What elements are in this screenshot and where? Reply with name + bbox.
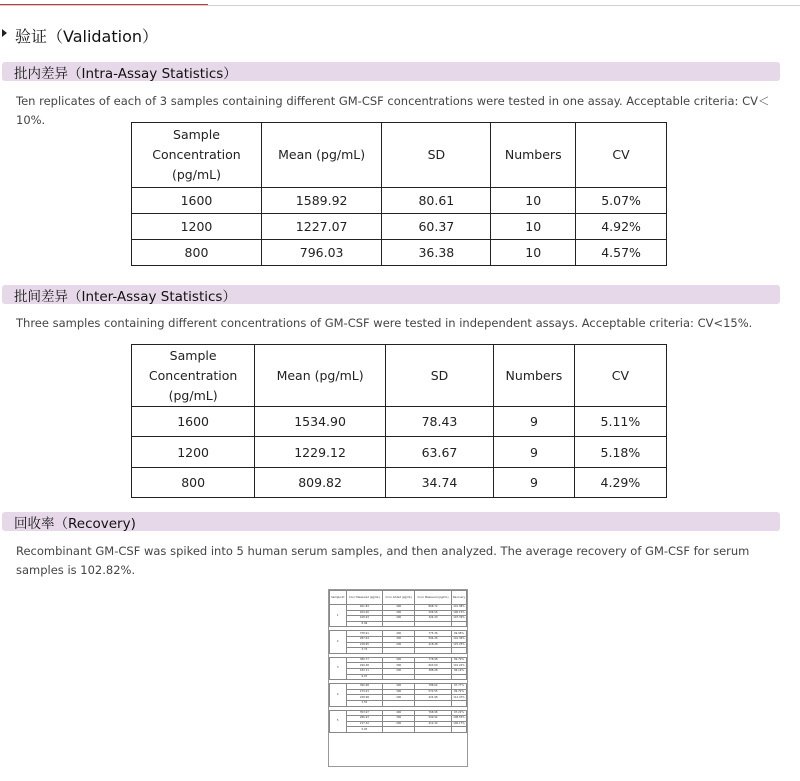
table-cell: 400 (383, 684, 415, 690)
table-cell: 594.26 (415, 636, 452, 642)
bullet-triangle-icon (2, 29, 7, 37)
table-cell: 9.07 (346, 674, 383, 680)
table-cell: 388.28 (415, 668, 452, 674)
col-header-mean: Mean (pg/mL) (255, 345, 386, 407)
table-cell: 603.60 (415, 663, 452, 669)
intra-assay-table (131, 122, 667, 266)
recovery-table (329, 590, 467, 733)
table-cell: 217.32 (346, 721, 383, 727)
recovery-table-image (328, 589, 468, 767)
intra-assay-title: 批内差异（Intra-Assay Statistics） (14, 65, 237, 82)
table-cell: 101.36% (453, 637, 465, 641)
table-cell: 10 (491, 214, 576, 240)
col-header-conc-added: Conc Added (pg/mL) (383, 591, 415, 605)
table-cell: 400 (383, 657, 415, 663)
table-cell: 300 (383, 636, 415, 642)
col-header-concentration: Sample Concentration (pg/mL) (132, 345, 255, 407)
table-cell: 1600 (132, 188, 262, 214)
table-cell: 400 (383, 710, 415, 716)
table-cell (383, 727, 415, 733)
sample-id-cell: 4 (330, 684, 347, 706)
table-cell: 796.03 (261, 240, 381, 266)
table-header-row (132, 123, 667, 188)
sample-id-cell: 1 (330, 605, 347, 627)
table-cell: 800 (132, 240, 262, 266)
top-divider (0, 5, 800, 6)
table-cell: 775.36 (415, 631, 452, 637)
col-header-sd: SD (385, 345, 493, 407)
table-cell: 353.97 (346, 710, 383, 716)
col-header-numbers: Numbers (491, 123, 576, 188)
table-cell: 788.64 (415, 684, 452, 690)
table-cell: 287.64 (346, 636, 383, 642)
table-cell: 400 (383, 605, 415, 611)
table-cell: 572.55 (415, 689, 452, 695)
table-cell: 778.98 (415, 657, 452, 663)
table-cell: 60.37 (382, 214, 491, 240)
sample-id-cell: 3 (330, 657, 347, 679)
table-cell: 183.11 (346, 668, 383, 674)
table-cell: 5.07% (576, 188, 667, 214)
intra-assay-description: Ten replicates of each of 3 samples containing different GM-CSF concentrations were tested in one assay. Acceptable criteria: CV＜10%. (16, 94, 770, 127)
table-cell: 808.72 (415, 605, 452, 611)
col-header-concentration: Sample Concentration (pg/mL) (132, 123, 262, 188)
recovery-title: 回收率（Recovery) (14, 515, 136, 532)
sample-id-cell: 2 (330, 631, 347, 653)
table-cell: 97.22% (451, 710, 466, 716)
inter-assay-title: 批间差异（Inter-Assay Statistics） (14, 288, 236, 305)
table-row (132, 468, 667, 498)
table-cell: 9 (494, 407, 575, 437)
table-cell: 100.15% (453, 610, 465, 614)
table-cell: 5.05 (346, 727, 383, 733)
table-cell: 63.67 (385, 437, 493, 468)
table-cell: 418.48 (415, 642, 452, 648)
table-cell: 99.72% (451, 689, 466, 695)
table-cell: 228.98 (346, 695, 383, 701)
inter-assay-table (131, 344, 667, 498)
col-header-conc-measured: Conc Measured (pg/mL) (346, 591, 383, 605)
table-cell: 107.39% (453, 616, 465, 620)
table-cell: 800 (132, 468, 255, 498)
table-cell: 97.77% (451, 684, 466, 690)
table-cell: 1589.92 (261, 188, 381, 214)
table-cell: 4.57% (576, 240, 667, 266)
table-cell: 380.77 (346, 657, 383, 663)
table-cell: 378.91 (346, 631, 383, 637)
table-cell: 300 (383, 663, 415, 669)
inter-assay-section-bar (2, 285, 780, 304)
table-cell: 99.79% (451, 657, 466, 663)
intra-assay-section-bar (2, 62, 780, 81)
table-cell: 599.94 (415, 716, 452, 722)
table-cell (415, 727, 452, 733)
col-header-numbers: Numbers (494, 345, 575, 407)
table-cell: 101.98% (453, 605, 465, 609)
table-cell: 286.93 (346, 716, 383, 722)
table-cell: 3.74 (346, 648, 383, 654)
table-cell: 299.48 (346, 663, 383, 669)
table-cell: 218.95 (346, 642, 383, 648)
col-header-conc-measured-spiked: Conc Measured (pg/mL) (415, 591, 452, 605)
table-cell: 34.74 (385, 468, 493, 498)
table-row (132, 437, 667, 468)
table-cell: 401.83 (346, 605, 383, 611)
recovery-description: Recombinant GM-CSF was spiked into 5 human serum samples, and then analyzed. The average recovery of GM-CSF for serum samples is 102.82%. (16, 544, 750, 577)
table-cell: 5.11% (574, 407, 666, 437)
table-cell: 200 (383, 695, 415, 701)
recovery-section-bar (2, 512, 780, 531)
col-header-sd: SD (382, 123, 491, 188)
col-header-sample-id: Sample ID (330, 591, 347, 605)
table-cell: 200 (383, 721, 415, 727)
table-cell: 300 (383, 610, 415, 616)
table-cell: 1200 (132, 437, 255, 468)
col-header-cv: CV (576, 123, 667, 188)
table-cell: 5.18% (574, 437, 666, 468)
table-cell: 424.98 (415, 695, 452, 701)
validation-heading (2, 22, 158, 48)
table-cell: 10 (491, 240, 576, 266)
table-cell: 390.98 (346, 684, 383, 690)
col-header-mean: Mean (pg/mL) (261, 123, 381, 188)
table-cell: 300 (383, 716, 415, 722)
table-cell: 108.93 (346, 616, 383, 622)
table-cell (451, 727, 466, 733)
table-cell: 36.38 (382, 240, 491, 266)
table-cell: 768.98 (415, 710, 452, 716)
table-cell: 4.29% (574, 468, 666, 498)
table-cell: 412.34 (415, 721, 452, 727)
table-cell: 9 (494, 468, 575, 498)
table-cell: 324.29 (415, 616, 452, 622)
table-cell: 400 (383, 631, 415, 637)
table-cell: 1200 (132, 214, 262, 240)
table-cell: 78.43 (385, 407, 493, 437)
table-cell: 100.17% (453, 721, 465, 725)
table-cell: 300 (383, 689, 415, 695)
table-cell: 96.19% (451, 668, 466, 674)
table-cell: 1534.90 (255, 407, 386, 437)
table-cell: 112.47% (453, 695, 465, 699)
table-cell: 10 (491, 188, 576, 214)
table-cell: 274.23 (346, 689, 383, 695)
table-row (132, 214, 667, 240)
table-cell: 101.22% (453, 663, 465, 667)
table-header-row (330, 591, 467, 605)
table-cell: 8.96 (346, 621, 383, 627)
inter-assay-description: Three samples containing different concentrations of GM-CSF were tested in independent assays. Acceptable criteria: CV<15%. (16, 316, 753, 330)
table-cell: 80.61 (382, 188, 491, 214)
table-row (330, 727, 467, 733)
table-cell: 204.26 (346, 610, 383, 616)
table-cell: 99.98% (451, 631, 466, 637)
table-row (132, 407, 667, 437)
col-header-recovery: Recovery (451, 591, 466, 605)
table-row (132, 188, 667, 214)
table-cell: 2.55 (346, 700, 383, 706)
table-cell: 9 (494, 437, 575, 468)
table-cell: 506.56 (415, 610, 452, 616)
table-cell: 1227.07 (261, 214, 381, 240)
sample-id-cell: 5 (330, 710, 347, 732)
table-cell: 809.82 (255, 468, 386, 498)
table-cell: 1229.12 (255, 437, 386, 468)
table-cell: 107.25% (453, 642, 465, 646)
table-cell: 200 (383, 642, 415, 648)
table-cell: 1600 (132, 407, 255, 437)
table-row (132, 240, 667, 266)
table-cell: 200 (383, 668, 415, 674)
table-cell: 4.92% (576, 214, 667, 240)
table-cell: 108.55% (453, 716, 465, 720)
table-cell: 200 (383, 616, 415, 622)
table-header-row (132, 345, 667, 407)
col-header-cv: CV (574, 345, 666, 407)
validation-heading-text: 验证（Validation） (15, 26, 159, 46)
